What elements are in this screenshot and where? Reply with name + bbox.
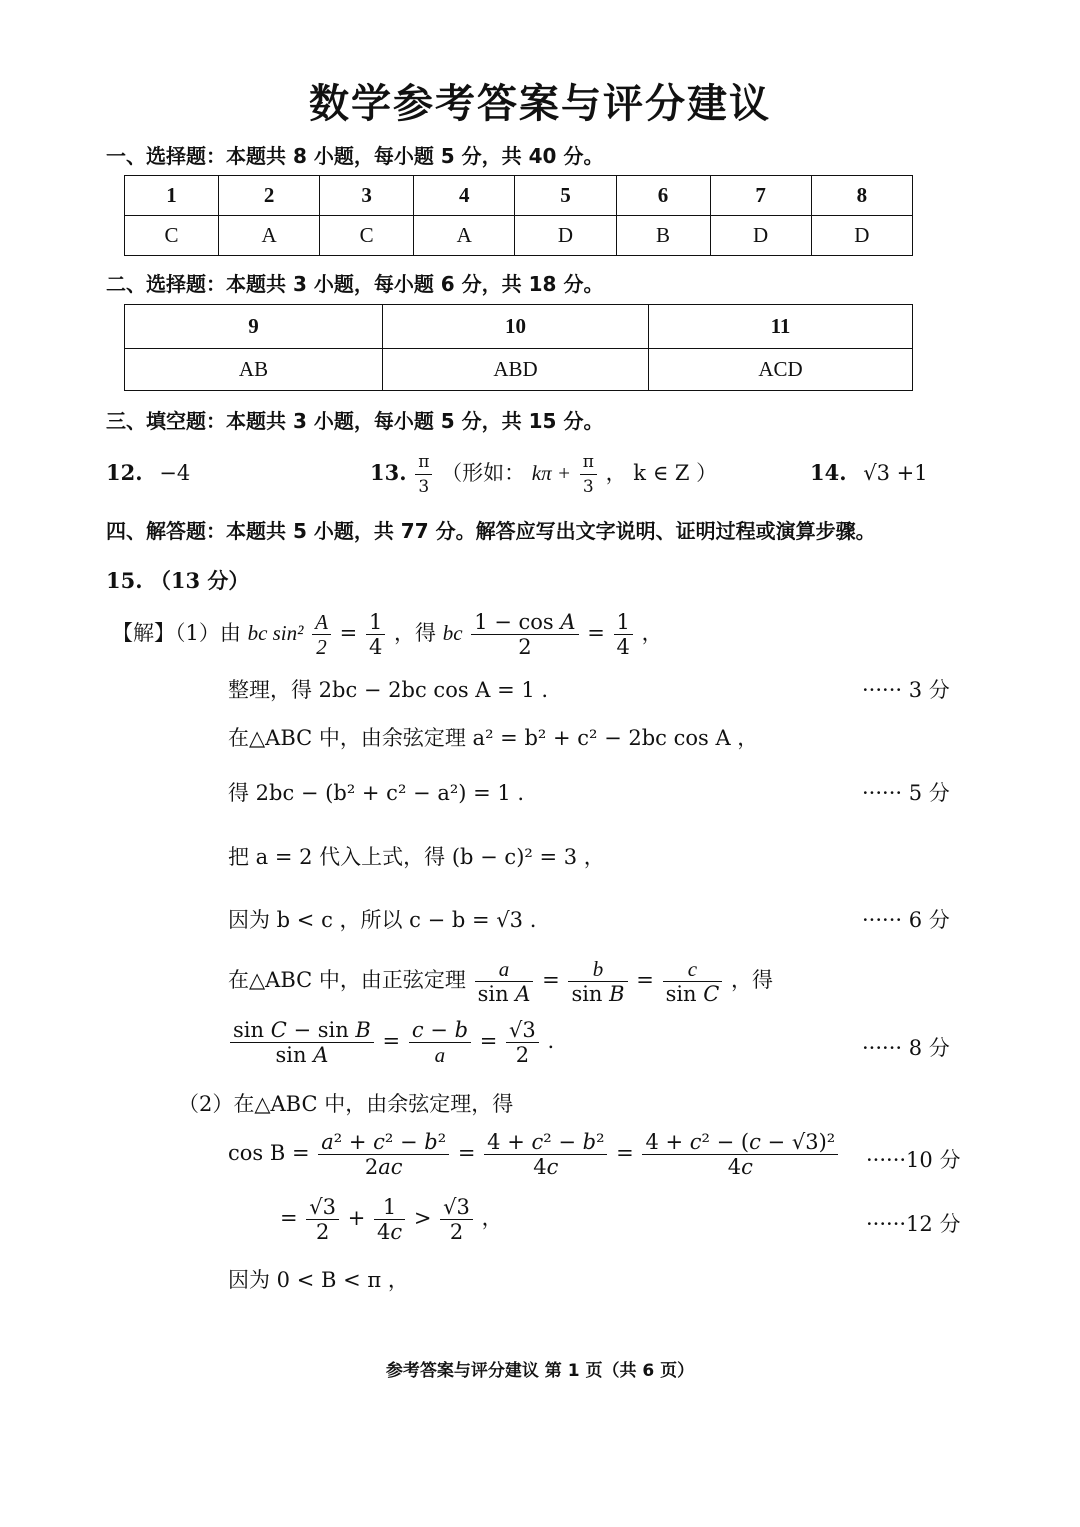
section4-heading: 四、解答题：本题共 5 小题，共 77 分。解答应写出文字说明、证明过程或演算步骤。 (106, 519, 876, 543)
page-title: 数学参考答案与评分建议 (309, 81, 771, 127)
score-5: ······ 5 分 (862, 781, 950, 805)
solution-line-9: （2）在△ABC 中，由余弦定理，得 (178, 1092, 514, 1116)
solution-line-2: 整理，得 2bc − 2bc cos A = 1 . (228, 678, 549, 702)
q-answer: D (515, 216, 616, 256)
q-number: 9 (125, 305, 383, 349)
q-answer: D (811, 216, 912, 256)
q-answer: D (710, 216, 811, 256)
pi-over-3: $\frac{\pi}{3}$ (580, 450, 597, 499)
q-answer: ABD (383, 349, 649, 391)
q-number: 6 (616, 176, 710, 216)
q-answer: C (125, 216, 219, 256)
section2-heading: 二、选择题：本题共 3 小题，每小题 6 分，共 18 分。 (106, 272, 604, 296)
q-number: 1 (125, 176, 219, 216)
solution-line-3: 在△ABC 中，由余弦定理 a² = b² + c² − 2bc cos A ， (228, 726, 759, 750)
solution-line-4: 得 2bc − (b² + c² − a²) = 1 . (228, 781, 525, 805)
score-6: ······ 6 分 (862, 908, 950, 932)
solution-line-11: = $\frac{√3}{2}$ + $\frac{1}{4c}$ > $\frac{√3}{2}$ ， (280, 1195, 503, 1244)
q-answer: A (414, 216, 515, 256)
solution-line-5: 把 a = 2 代入上式，得 (b − c)² = 3 ， (228, 845, 605, 869)
q-number: 4 (414, 176, 515, 216)
q-number: 5 (515, 176, 616, 216)
q15-title: 15. （13 分） (106, 568, 250, 593)
solution-line-1: 【解】（1）由 bc sin² $\frac{A}{2}$ = $\frac{1}{4}$ ，得 bc $\frac{\text{1 − cos A}}{2}$ = $\frac{1}{4}$ ， (112, 610, 663, 659)
page-footer: 参考答案与评分建议 第 1 页（共 6 页） (385, 1361, 695, 1381)
section3-heading: 三、填空题：本题共 3 小题，每小题 5 分，共 15 分。 (106, 409, 604, 433)
answer-12 (106, 460, 190, 485)
q14-answer: √3 +1 (863, 461, 928, 485)
score-8: ······ 8 分 (862, 1036, 950, 1060)
q-number: 2 (218, 176, 319, 216)
pi-over-3: $\frac{\pi}{3}$ (415, 450, 432, 499)
q-number: 7 (710, 176, 811, 216)
solution-line-6: 因为 b < c ，所以 c − b = √3 . (228, 908, 537, 932)
mc-table-1 (124, 175, 913, 256)
q-number: 10 (383, 305, 649, 349)
score-12: ······12 分 (866, 1212, 961, 1236)
q13-note-prefix: （形如： (441, 461, 526, 485)
q-answer: C (320, 216, 414, 256)
q12-label: 12. (106, 460, 143, 485)
section1-heading: 一、选择题：本题共 8 小题，每小题 5 分，共 40 分。 (106, 144, 604, 168)
q-number: 8 (811, 176, 912, 216)
solution-line-7: 在△ABC 中，由正弦定理 $\frac{a}{\text{sin A}}$ = $\frac{b}{\text{sin B}}$ = $\frac{c}{\text{sin C}}$ ，得 (228, 957, 774, 1006)
answer-13 (370, 450, 717, 499)
solution-line-10: cos B = $\frac{\text{a² + c² − b²}}{2ac}$ = $\frac{\text{4 + c² − b²}}{4c}$ = $\frac{\text{4 + c² − (c − √3)²}}{4c}$ (228, 1130, 840, 1179)
solution-line-8: $\frac{\text{sin C − sin B}}{\text{sin A}}$ = $\frac{c - b}{a}$ = $\frac{√3}{2}$ . (228, 1018, 554, 1067)
solution-line-12: 因为 0 < B < π ， (228, 1268, 409, 1292)
score-3: ······ 3 分 (862, 678, 950, 702)
q13-label: 13. (370, 460, 407, 485)
q-number: 3 (320, 176, 414, 216)
q-answer: AB (125, 349, 383, 391)
q-answer: A (218, 216, 319, 256)
mc-table-2 (124, 304, 913, 391)
q14-label: 14. (810, 460, 847, 485)
q13-note-suffix: ， k ∈ Z ） (605, 461, 718, 485)
q-answer: ACD (649, 349, 913, 391)
q13-kpi: kπ + (531, 461, 572, 485)
answer-14 (810, 460, 928, 485)
score-10: ······10 分 (866, 1148, 961, 1172)
q12-answer: −4 (159, 461, 191, 485)
q-answer: B (616, 216, 710, 256)
q-number: 11 (649, 305, 913, 349)
